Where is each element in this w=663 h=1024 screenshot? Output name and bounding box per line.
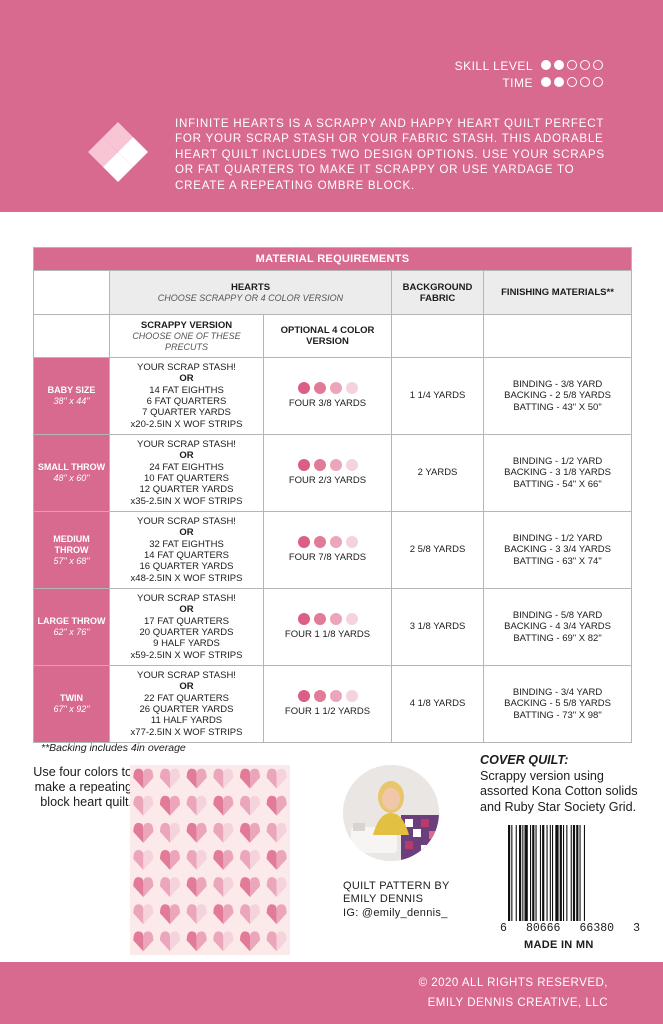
barcode-digits <box>500 922 640 935</box>
background-cell: 2 YARDS <box>392 435 484 512</box>
finishing-item: BATTING - 69" X 82" <box>513 632 602 644</box>
empty-dot-icon <box>567 77 577 87</box>
size-cell <box>34 512 110 589</box>
barcode-icon <box>506 825 636 925</box>
heart-block-icon <box>133 769 153 789</box>
empty-cell <box>484 315 632 358</box>
skill-level-label: SKILL LEVEL <box>454 58 533 73</box>
heart-block-icon <box>240 850 260 870</box>
stash-label: YOUR SCRAP STASH! <box>137 438 236 450</box>
background-header: BACKGROUND FABRIC <box>392 271 484 315</box>
top-banner <box>0 0 663 212</box>
precut-item: 9 HALF YARDS <box>153 638 220 650</box>
background-cell: 4 1/8 YARDS <box>392 666 484 743</box>
heart-block-icon <box>187 877 207 897</box>
barcode-digit-4: 3 <box>633 922 640 935</box>
color-swatch-icon <box>298 536 310 548</box>
size-dimensions: 57" x 68" <box>53 555 90 566</box>
color-swatch-icon <box>330 459 342 471</box>
heart-block-icon <box>267 931 287 951</box>
table-row <box>34 435 632 512</box>
four-color-amount: FOUR 1 1/2 YARDS <box>284 706 371 718</box>
heart-block-icon <box>267 904 287 924</box>
finishing-item: BACKING - 4 3/4 YARDS <box>504 621 611 633</box>
scrappy-cell <box>110 589 264 666</box>
color-swatch-icon <box>330 690 342 702</box>
size-cell <box>34 358 110 435</box>
heart-block-icon <box>213 769 233 789</box>
heart-block-icon <box>133 796 153 816</box>
copyright-line1: © 2020 ALL RIGHTS RESERVED, <box>418 977 608 989</box>
size-name: MEDIUM THROW <box>53 533 90 555</box>
optional-header: OPTIONAL 4 COLOR VERSION <box>264 315 392 358</box>
color-swatch-icon <box>346 613 358 625</box>
background-cell: 1 1/4 YARDS <box>392 358 484 435</box>
filled-dot-icon <box>554 77 564 87</box>
finishing-item: BATTING - 54" X 66" <box>513 478 602 490</box>
empty-dot-icon <box>580 77 590 87</box>
precut-item: 11 HALF YARDS <box>150 715 223 727</box>
heart-quadrant-logo-icon <box>86 120 150 184</box>
empty-dot-icon <box>580 60 590 70</box>
or-label: OR <box>179 450 194 462</box>
heart-block-icon <box>267 877 287 897</box>
skill-level-row <box>455 57 603 74</box>
color-swatch-icon <box>346 690 358 702</box>
color-swatch-icon <box>314 382 326 394</box>
precut-item: 14 FAT QUARTERS <box>144 550 229 561</box>
four-colors-note: Use four colors to make a repeating block heart quilt. <box>33 765 132 809</box>
heart-block-icon <box>240 931 260 951</box>
heart-block-icon <box>187 931 207 951</box>
table-title: MATERIAL REQUIREMENTS <box>34 248 632 271</box>
heart-block-icon <box>160 931 180 951</box>
scrappy-cell <box>110 435 264 512</box>
size-dimensions: 62" x 76" <box>53 627 90 637</box>
color-swatch-icon <box>298 382 310 394</box>
ombre-heart-quilt-illustration <box>130 765 290 955</box>
backing-note: **Backing includes 4in overage <box>41 742 186 754</box>
barcode-digit-1: 6 <box>500 922 507 935</box>
or-label: OR <box>179 373 194 385</box>
size-name: TWIN <box>60 693 83 703</box>
color-swatch-icon <box>314 536 326 548</box>
time-label: TIME <box>502 75 533 90</box>
copyright <box>419 973 608 1013</box>
size-dimensions: 38" x 44" <box>53 396 90 406</box>
footer-banner <box>0 962 663 1024</box>
time-row <box>455 74 603 91</box>
heart-block-icon <box>240 904 260 924</box>
table-row <box>34 666 632 743</box>
precut-item: 22 FAT QUARTERS <box>144 692 229 704</box>
size-name: BABY SIZE <box>47 385 96 395</box>
scrappy-cell <box>110 358 264 435</box>
table-row <box>34 589 632 666</box>
precut-item: 12 QUARTER YARDS <box>139 484 234 496</box>
heart-block-icon <box>160 796 180 816</box>
precut-item: x77-2.5IN X WOF STRIPS <box>130 726 243 738</box>
empty-corner-cell <box>34 271 110 315</box>
finishing-item: BATTING - 73" X 98" <box>513 709 602 721</box>
empty-dot-icon <box>593 77 603 87</box>
copyright-line2: EMILY DENNIS CREATIVE, LLC <box>427 997 608 1009</box>
heart-block-icon <box>133 904 153 924</box>
heart-block-icon <box>160 769 180 789</box>
scrappy-cell <box>110 666 264 743</box>
color-swatch-icon <box>298 613 310 625</box>
four-color-amount: FOUR 2/3 YARDS <box>288 475 367 487</box>
scrappy-header-sub: CHOOSE ONE OF THESE PRECUTS <box>132 330 241 352</box>
precut-item: 20 QUARTER YARDS <box>139 627 234 638</box>
color-swatch-icon <box>346 382 358 394</box>
four-color-amount: FOUR 3/8 YARDS <box>288 398 367 410</box>
heart-block-icon <box>213 796 233 816</box>
four-color-cell <box>264 435 392 512</box>
stash-label: YOUR SCRAP STASH! <box>137 592 236 604</box>
color-swatch-icon <box>330 382 342 394</box>
heart-block-icon <box>187 769 207 789</box>
finishing-cell <box>484 666 632 743</box>
finishing-item: BINDING - 3/8 YARD <box>512 378 603 390</box>
heart-block-icon <box>133 877 153 897</box>
hearts-header-label: HEARTS <box>230 282 271 293</box>
precut-item: 10 FAT QUARTERS <box>144 473 229 484</box>
credit-line1: QUILT PATTERN BY <box>343 880 450 892</box>
four-color-cell <box>264 666 392 743</box>
color-swatch-icon <box>346 536 358 548</box>
instagram-handle: IG: @emily_dennis_ <box>343 907 448 919</box>
scrappy-header-label: SCRAPPY VERSION <box>140 319 233 331</box>
heart-block-icon <box>267 850 287 870</box>
cover-title: COVER QUILT: <box>480 753 569 767</box>
size-name: LARGE THROW <box>37 616 106 626</box>
heart-block-icon <box>133 931 153 951</box>
heart-block-icon <box>213 904 233 924</box>
precut-item: 16 QUARTER YARDS <box>139 561 234 573</box>
intro-text: INFINITE HEARTS IS A SCRAPPY AND HAPPY HEART QUILT PERFECT FOR YOUR SCRAP STASH OR YOUR FABRIC STASH. THIS ADORABLE HEART QUILT INCLUDES TWO DESIGN OPTIONS. USE YOUR SCRAPS OR FAT QUARTERS TO MAKE IT SCRAPPY OR USE YARDAGE TO CREATE A REPEATING OMBRE BLOCK. <box>175 117 605 192</box>
heart-block-icon <box>187 823 207 843</box>
precut-item: 6 FAT QUARTERS <box>146 396 227 407</box>
stash-label: YOUR SCRAP STASH! <box>137 515 236 527</box>
four-color-amount: FOUR 1 1/8 YARDS <box>284 629 371 641</box>
made-in: MADE IN MN <box>524 939 594 951</box>
scrappy-header <box>110 315 264 358</box>
four-color-cell <box>264 512 392 589</box>
color-swatch-icon <box>346 459 358 471</box>
color-swatches <box>266 613 389 625</box>
heart-block-icon <box>187 904 207 924</box>
precut-item: 7 QUARTER YARDS <box>142 407 231 419</box>
size-cell <box>34 589 110 666</box>
precut-item: x59-2.5IN X WOF STRIPS <box>130 649 243 661</box>
size-cell <box>34 666 110 743</box>
heart-block-icon <box>240 877 260 897</box>
heart-block-icon <box>187 796 207 816</box>
precut-item: x20-2.5IN X WOF STRIPS <box>130 418 243 430</box>
heart-block-icon <box>213 823 233 843</box>
empty-cell <box>392 315 484 358</box>
table-row <box>34 512 632 589</box>
heart-block-icon <box>267 823 287 843</box>
heart-block-icon <box>187 850 207 870</box>
cover-quilt-note <box>480 753 650 815</box>
heart-block-icon <box>267 796 287 816</box>
heart-block-icon <box>160 904 180 924</box>
color-swatch-icon <box>314 690 326 702</box>
finishing-item: BINDING - 5/8 YARD <box>512 609 603 621</box>
finishing-header: FINISHING MATERIALS** <box>484 271 632 315</box>
finishing-cell <box>484 512 632 589</box>
color-swatches <box>266 536 389 548</box>
hearts-header <box>110 271 392 315</box>
skill-level-dots <box>538 59 603 73</box>
four-color-amount: FOUR 7/8 YARDS <box>288 552 367 564</box>
empty-cell <box>34 315 110 358</box>
heart-block-icon <box>240 823 260 843</box>
designer-photo <box>343 765 439 861</box>
finishing-item: BINDING - 1/2 YARD <box>512 532 603 544</box>
precut-item: x35-2.5IN X WOF STRIPS <box>130 495 243 507</box>
stash-label: YOUR SCRAP STASH! <box>137 361 236 373</box>
finishing-cell <box>484 589 632 666</box>
filled-dot-icon <box>541 60 551 70</box>
color-swatch-icon <box>330 613 342 625</box>
table-row <box>34 358 632 435</box>
color-swatches <box>266 690 389 702</box>
heart-block-icon <box>213 877 233 897</box>
precut-item: 17 FAT QUARTERS <box>144 615 229 627</box>
finishing-item: BACKING - 3 3/4 YARDS <box>504 544 611 556</box>
color-swatches <box>266 382 389 394</box>
heart-block-icon <box>240 796 260 816</box>
credit-line2: EMILY DENNIS <box>343 893 424 905</box>
color-swatch-icon <box>330 536 342 548</box>
filled-dot-icon <box>554 60 564 70</box>
precut-item: 32 FAT EIGHTHS <box>149 538 224 550</box>
heart-block-icon <box>160 877 180 897</box>
or-label: OR <box>179 604 194 616</box>
material-requirements-table <box>33 247 632 743</box>
heart-block-icon <box>160 823 180 843</box>
barcode-digit-2: 80666 <box>525 922 561 935</box>
finishing-item: BINDING - 3/4 YARD <box>512 686 603 698</box>
finishing-item: BATTING - 43" X 50" <box>513 401 602 413</box>
finishing-item: BINDING - 1/2 YARD <box>512 455 603 467</box>
heart-block-icon <box>133 823 153 843</box>
color-swatch-icon <box>298 690 310 702</box>
background-cell: 3 1/8 YARDS <box>392 589 484 666</box>
size-cell <box>34 435 110 512</box>
difficulty-levels <box>455 57 603 91</box>
four-color-cell <box>264 589 392 666</box>
stash-label: YOUR SCRAP STASH! <box>137 669 236 681</box>
heart-block-icon <box>133 850 153 870</box>
designer-credit <box>343 880 450 920</box>
scrappy-cell <box>110 512 264 589</box>
heart-block-icon <box>160 850 180 870</box>
hearts-header-sub: CHOOSE SCRAPPY OR 4 COLOR VERSION <box>157 293 344 303</box>
precut-item: x48-2.5IN X WOF STRIPS <box>130 572 243 584</box>
color-swatches <box>266 459 389 471</box>
empty-dot-icon <box>567 60 577 70</box>
time-dots <box>538 76 603 90</box>
filled-dot-icon <box>541 77 551 87</box>
cover-text: Scrappy version using assorted Kona Cotton solids and Ruby Star Society Grid. <box>480 768 638 814</box>
size-dimensions: 48" x 60" <box>53 473 90 483</box>
or-label: OR <box>179 527 194 539</box>
heart-block-icon <box>240 769 260 789</box>
size-dimensions: 67" x 92" <box>53 704 90 714</box>
size-name: SMALL THROW <box>37 462 106 472</box>
background-cell: 2 5/8 YARDS <box>392 512 484 589</box>
finishing-item: BATTING - 63" X 74" <box>513 555 602 567</box>
color-swatch-icon <box>298 459 310 471</box>
four-color-cell <box>264 358 392 435</box>
color-swatch-icon <box>314 459 326 471</box>
finishing-cell <box>484 435 632 512</box>
heart-block-icon <box>213 931 233 951</box>
precut-item: 26 QUARTER YARDS <box>139 704 234 715</box>
barcode-digit-3: 66380 <box>579 922 615 935</box>
finishing-item: BACKING - 3 1/8 YARDS <box>504 467 611 479</box>
empty-dot-icon <box>593 60 603 70</box>
precut-item: 24 FAT EIGHTHS <box>149 461 224 473</box>
heart-block-icon <box>213 850 233 870</box>
finishing-item: BACKING - 2 5/8 YARDS <box>504 390 611 402</box>
or-label: OR <box>179 681 194 693</box>
heart-block-icon <box>267 769 287 789</box>
finishing-cell <box>484 358 632 435</box>
precut-item: 14 FAT EIGHTHS <box>149 384 224 396</box>
finishing-item: BACKING - 5 5/8 YARDS <box>504 698 611 710</box>
color-swatch-icon <box>314 613 326 625</box>
